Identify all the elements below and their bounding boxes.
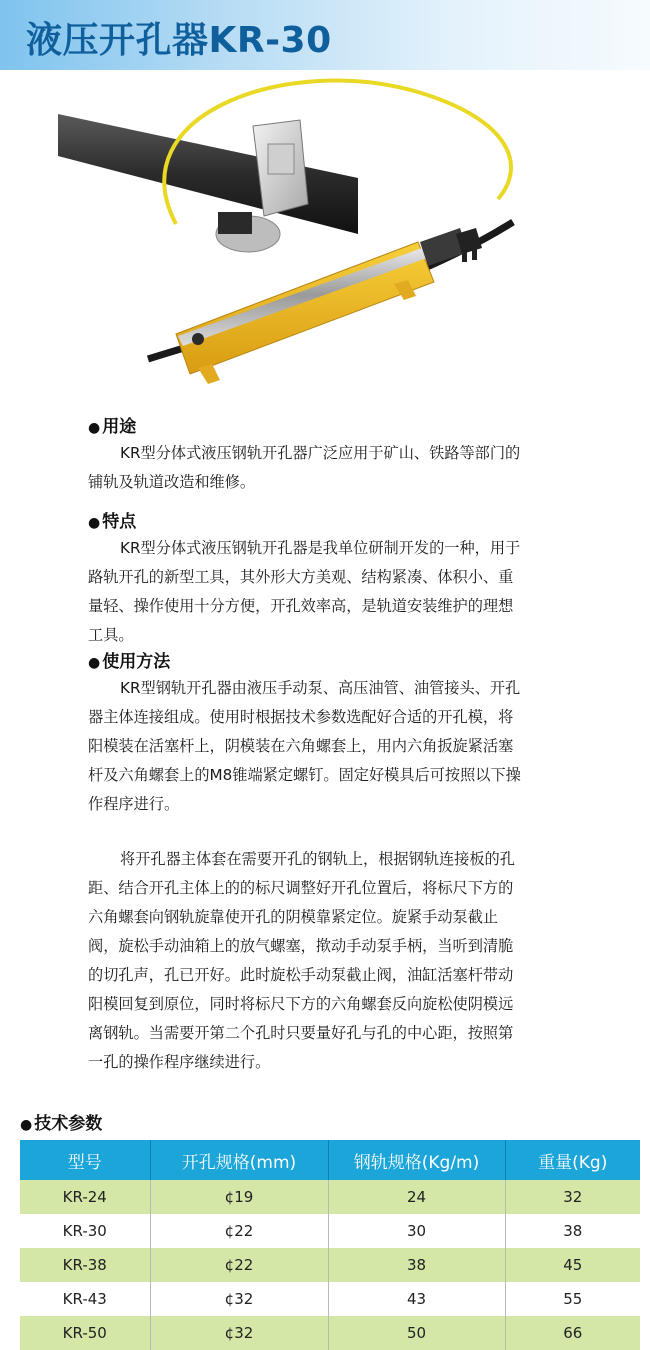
features-heading bbox=[88, 507, 136, 532]
cell-model: KR-24 bbox=[20, 1180, 150, 1214]
title-bar bbox=[0, 0, 650, 70]
page-title: 液压开孔器KR-30 bbox=[26, 20, 332, 61]
usage-heading bbox=[88, 412, 136, 437]
cell-hole-size: ¢32 bbox=[150, 1282, 328, 1316]
usage-text: KR型分体式液压钢轨开孔器广泛应用于矿山、铁路等部门的铺轨及轨道改造和维修。 bbox=[88, 444, 521, 491]
column-header-hole-size: 开孔规格(mm) bbox=[150, 1140, 328, 1180]
table-row bbox=[20, 1282, 640, 1316]
specs-heading-label: 技术参数 bbox=[34, 1114, 103, 1134]
bullet-icon: ● bbox=[88, 420, 101, 436]
specs-heading bbox=[20, 1109, 102, 1134]
spec-table-header-row bbox=[20, 1140, 640, 1180]
features-text: KR型分体式液压钢轨开孔器是我单位研制开发的一种，用于路轨开孔的新型工具，其外形大方美观、结构紧凑、体积小、重量轻、操作使用十分方便，开孔效率高，是轨道安装维护的理想工具。 bbox=[88, 539, 521, 644]
cell-rail-size: 50 bbox=[328, 1316, 505, 1350]
cell-model: KR-43 bbox=[20, 1282, 150, 1316]
cell-hole-size: ¢19 bbox=[150, 1180, 328, 1214]
method-text-1: KR型钢轨开孔器由液压手动泵、高压油管、油管接头、开孔器主体连接组成。使用时根据技术参数选配好合适的开孔模，将阳模装在活塞杆上，阴模装在六角螺套上，用内六角扳旋紧活塞杆及六角螺套上的M8锥端紧定螺钉。固定好模具后可按照以下操作程序进行。 bbox=[88, 679, 521, 813]
column-header-rail-size: 钢轨规格(Kg/m) bbox=[328, 1140, 505, 1180]
bullet-icon: ● bbox=[20, 1117, 33, 1133]
table-row bbox=[20, 1248, 640, 1282]
cell-weight: 55 bbox=[505, 1282, 640, 1316]
method-text-2: 将开孔器主体套在需要开孔的钢轨上，根据钢轨连接板的孔距、结合开孔主体上的的标尺调整好开孔位置后，将标尺下方的六角螺套向钢轨旋靠使开孔的阴模靠紧定位。旋紧手动泵截止阀，旋松手动油箱上的放气螺塞，揿动手动泵手柄，当听到清脆的切孔声，孔已开好。此时旋松手动泵截止阀，油缸活塞杆带动阳模回复到原位，同时将标尺下方的六角螺套反向旋松使阴模远离钢轨。当需要开第二个孔时只要量好孔与孔的中心距，按照第一孔的操作程序继续进行。 bbox=[88, 850, 515, 1071]
cell-model: KR-50 bbox=[20, 1316, 150, 1350]
cell-hole-size: ¢22 bbox=[150, 1248, 328, 1282]
cell-model: KR-30 bbox=[20, 1214, 150, 1248]
cell-hole-size: ¢22 bbox=[150, 1214, 328, 1248]
method-heading-label: 使用方法 bbox=[102, 652, 171, 672]
bullet-icon: ● bbox=[88, 655, 101, 671]
table-row bbox=[20, 1316, 640, 1350]
cell-hole-size: ¢32 bbox=[150, 1316, 328, 1350]
bullet-icon: ● bbox=[88, 515, 101, 531]
usage-heading-label: 用途 bbox=[102, 417, 137, 437]
cell-weight: 45 bbox=[505, 1248, 640, 1282]
features-heading-label: 特点 bbox=[102, 512, 137, 532]
table-row bbox=[20, 1180, 640, 1214]
cell-weight: 38 bbox=[505, 1214, 640, 1248]
cell-rail-size: 43 bbox=[328, 1282, 505, 1316]
cell-rail-size: 30 bbox=[328, 1214, 505, 1248]
cell-rail-size: 38 bbox=[328, 1248, 505, 1282]
cell-rail-size: 24 bbox=[328, 1180, 505, 1214]
table-row bbox=[20, 1214, 640, 1248]
method-heading bbox=[88, 647, 170, 672]
column-header-model: 型号 bbox=[20, 1140, 150, 1180]
cell-model: KR-38 bbox=[20, 1248, 150, 1282]
cell-weight: 32 bbox=[505, 1180, 640, 1214]
product-photo bbox=[58, 74, 524, 404]
column-header-weight: 重量(Kg) bbox=[505, 1140, 640, 1180]
spec-table bbox=[20, 1140, 640, 1350]
cell-weight: 66 bbox=[505, 1316, 640, 1350]
